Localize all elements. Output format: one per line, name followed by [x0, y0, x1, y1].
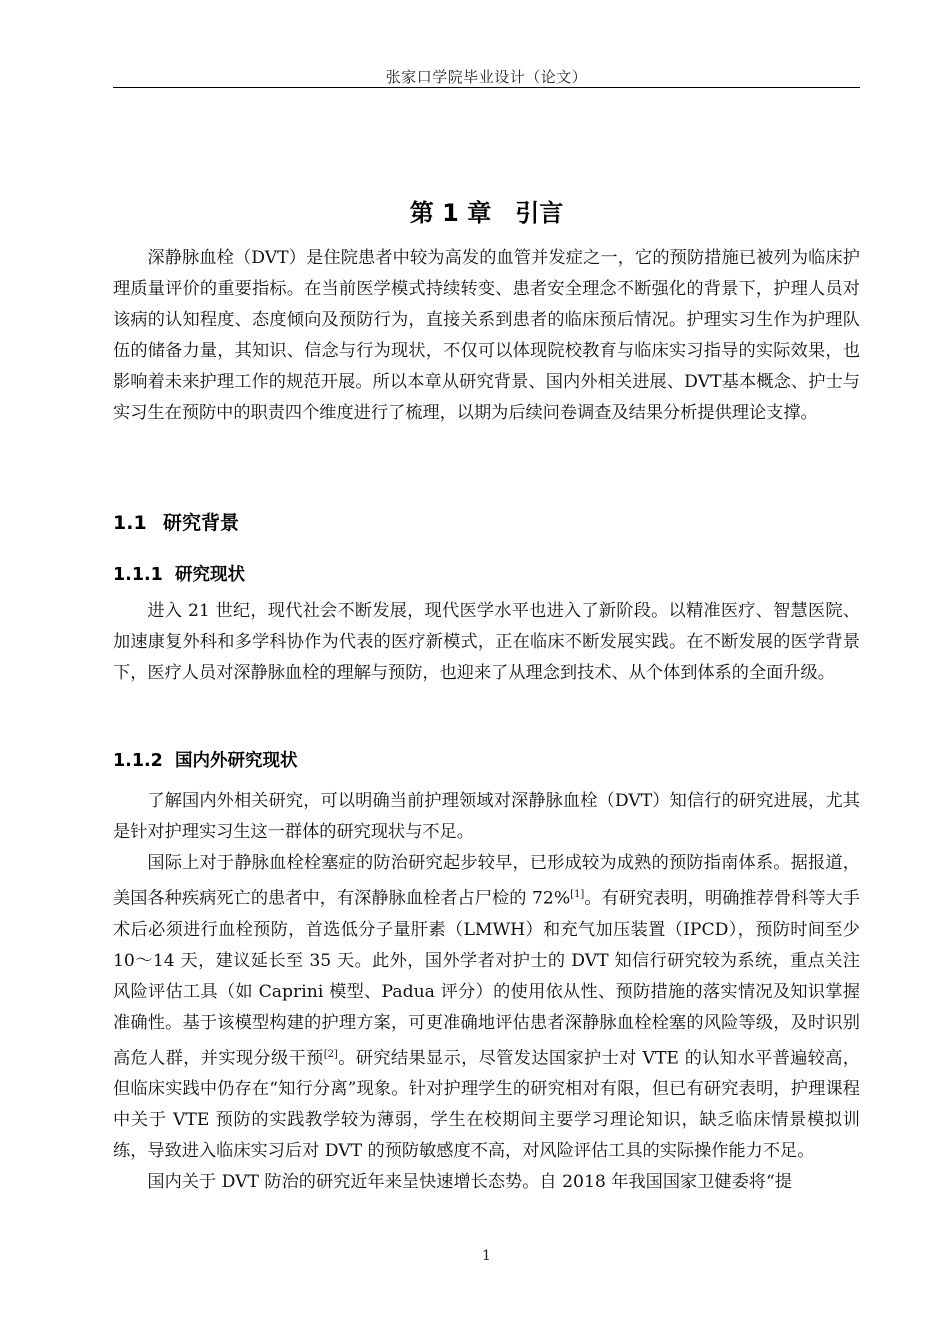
section-heading-1-1-2 — [113, 747, 860, 772]
citation-1[interactable]: [1] — [570, 889, 585, 900]
running-header: 张家口学院毕业设计（论文） — [385, 68, 588, 86]
paragraph-2-part-b: 。有研究表明，明确推荐骨科等大手术后必须进行血栓预防，首选低分子量肝素（LMWH）和充气加压装置（IPCD），预防时间至少 10～14 天，建议延长至 35 天。此外，国外学者对护士的 DVT 知信行研究较为系统，重点关注风险评估工具（如 Caprini 模型、Padua 评分）的使用依从性、预防措施的落实情况及知识掌握准确性。基于该模型构建的护理方案，可更准确地评估患者深静脉血栓栓塞的风险等级，及时识别高危人群，并实现分级干预 — [113, 888, 860, 1069]
chapter-title: 第 1 章 引言 — [409, 199, 564, 228]
section-number: 1.1.2 — [113, 751, 163, 771]
section-title: 研究背景 — [163, 512, 240, 534]
paragraph-2-part-a: 国际上对于静脉血栓栓塞症的防治研究起步较早，已形成较为成熟的预防指南体系。据报道，美国各种疾病死亡的患者中，有深静脉血栓者占尸检的 72% — [113, 853, 860, 909]
section-1-1-1-body — [113, 596, 860, 689]
section-1-1-1-paragraph: 进入 21 世纪，现代社会不断发展，现代医学水平也进入了新阶段。以精准医疗、智慧医院、加速康复外科和多学科协作为代表的医疗新模式，正在临床不断发展实践。在不断发展的医学背景下，医疗人员对深静脉血栓的理解与预防，也迎来了从理念到技术、从个体到体系的全面升级。 — [113, 601, 860, 683]
intro-block — [113, 243, 860, 429]
intro-paragraph: 深静脉血栓（DVT）是住院患者中较为高发的血管并发症之一，它的预防措施已被列为临床护理质量评价的重要指标。在当前医学模式持续转变、患者安全理念不断强化的背景下，护理人员对该病的认知程度、态度倾向及预防行为，直接关系到患者的临床预后情况。护理实习生作为护理队伍的储备力量，其知识、信念与行为现状，不仅可以体现院校教育与临床实习指导的实际效果，也影响着未来护理工作的规范开展。所以本章从研究背景、国内外相关进展、DVT基本概念、护士与实习生在预防中的职责四个维度进行了梳理，以期为后续问卷调查及结果分析提供理论支撑。 — [113, 248, 860, 423]
section-1-1-2-body — [113, 786, 860, 1198]
paragraph-1: 了解国内外相关研究，可以明确当前护理领域对深静脉血栓（DVT）知信行的研究进展，尤其是针对护理实习生这一群体的研究现状与不足。 — [113, 791, 860, 842]
section-title: 国内外研究现状 — [175, 751, 298, 771]
section-number: 1.1.1 — [113, 565, 163, 585]
paragraph-3: 国内关于 DVT 防治的研究近年来呈快速增长态势。自 2018 年我国国家卫健委将“提 — [147, 1172, 792, 1193]
header-rule — [113, 87, 860, 88]
page-number: 1 — [482, 1248, 491, 1264]
paragraph-2 — [113, 848, 860, 1167]
section-heading-1-1 — [113, 508, 860, 535]
section-heading-1-1-1 — [113, 561, 860, 586]
paragraph-2-part-c: 。研究结果显示，尽管发达国家护士对 VTE 的认知水平普遍较高，但临床实践中仍存在“知行分离”现象。针对护理学生的研究相对有限，但已有研究表明，护理课程中关于 VTE 预防的实践教学较为薄弱，学生在校期间主要学习理论知识，缺乏临床情景模拟训练，导致进入临床实习后对 DVT 的预防敏感度不高，对风险评估工具的实际操作能力不足。 — [113, 1048, 860, 1162]
section-title: 研究现状 — [175, 565, 245, 585]
citation-2[interactable]: [2] — [323, 1048, 338, 1060]
section-number: 1.1 — [113, 512, 147, 534]
